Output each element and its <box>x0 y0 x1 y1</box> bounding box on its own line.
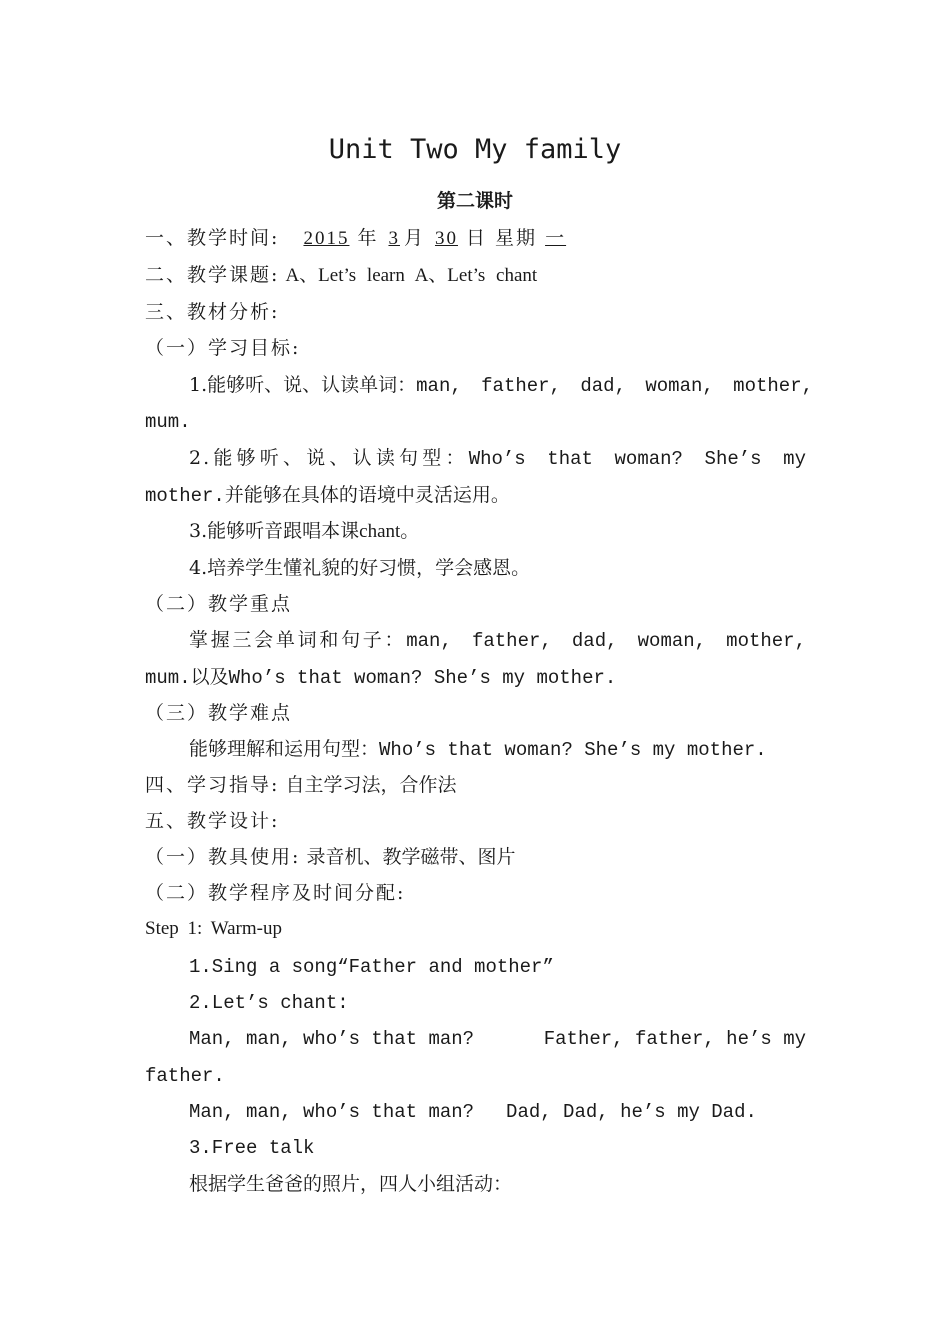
process-heading: （二）教学程序及时间分配: <box>145 882 406 904</box>
key-points-cont-en2: Who’s that woman? She’s my mother. <box>228 667 617 689</box>
design-heading: 五、教学设计: <box>145 810 280 832</box>
goal-1-words: man, father, dad, woman, mother, <box>416 375 813 397</box>
key-points-cont-en1: mum. <box>145 667 191 689</box>
month-unit: 月 <box>403 227 425 249</box>
goal-2 <box>189 445 806 472</box>
step-1-item-2: 2.Let’s chant: <box>189 992 349 1014</box>
chant-line-2 <box>189 1099 757 1125</box>
day-value: 30 <box>434 228 458 249</box>
topic-line <box>145 262 537 289</box>
tools-value: 录音机、教学磁带、图片 <box>306 846 516 868</box>
key-points-cont <box>145 664 616 691</box>
chant-line-2-b: Dad, Dad, he’s my Dad. <box>506 1101 757 1123</box>
step-1-item-3: 3.Free talk <box>189 1137 315 1159</box>
chant-line-1 <box>189 1026 806 1052</box>
goal-1-cont: mum. <box>145 411 191 433</box>
step-1-heading: Step 1: Warm-up <box>145 918 282 939</box>
chant-line-2-a: Man, man, who’s that man? <box>189 1101 475 1123</box>
goals-heading: （一）学习目标: <box>145 337 301 359</box>
step-1-item-1: 1.Sing a song“Father and mother” <box>189 956 554 978</box>
lesson-subtitle: 第二课时 <box>436 190 513 212</box>
key-points <box>189 627 806 654</box>
guide-label: 四、学习指导: <box>145 774 280 796</box>
topic-label: 二、教学课题: <box>145 264 280 286</box>
key-points-prefix: 掌握三会单词和句子： <box>189 629 407 651</box>
goal-3-word: chant <box>359 521 401 542</box>
key-points-words: man, father, dad, woman, mother, <box>406 630 806 652</box>
weekday-value: 一 <box>545 227 567 249</box>
teaching-time-line <box>145 225 574 252</box>
step-1-item-3-desc: 根据学生爸爸的照片，四人小组活动： <box>189 1173 513 1195</box>
goal-2-words: Who’s that woman? She’s my <box>468 448 806 470</box>
chant-line-1-cont: father. <box>145 1065 225 1087</box>
goal-2-prefix: 2.能够听、说、认读句型： <box>189 447 469 469</box>
goal-2-cont <box>145 482 510 509</box>
month-value: 3 <box>388 228 400 249</box>
goal-1 <box>189 372 813 399</box>
key-points-cont-cn: 以及 <box>190 666 229 688</box>
key-points-heading: （二）教学重点 <box>145 593 293 615</box>
goal-3-end: 。 <box>400 520 420 542</box>
analysis-heading: 三、教材分析: <box>145 301 280 323</box>
week-label: 星期 <box>495 227 538 249</box>
topic-value: A、Let’s learn A、Let’s chant <box>285 265 538 286</box>
goal-3 <box>189 518 419 545</box>
chant-line-1-a: Man, man, who’s that man? <box>189 1028 475 1050</box>
goal-3-prefix: 3.能够听音跟唱本课 <box>189 520 360 542</box>
difficulty-words: Who’s that woman? She’s my mother. <box>379 739 767 761</box>
teaching-time-label: 一、教学时间: <box>145 227 280 249</box>
year-value: 2015 <box>303 228 350 249</box>
year-unit: 年 <box>357 227 379 249</box>
chant-line-1-b: Father, father, he’s my <box>543 1028 806 1050</box>
goal-1-prefix: 1.能够听、说、认读单词： <box>189 374 417 396</box>
goal-4: 4.培养学生懂礼貌的好习惯，学会感恩。 <box>189 557 531 579</box>
day-unit: 日 <box>465 227 487 249</box>
tools-line <box>145 844 515 870</box>
goal-2-cont-en: mother. <box>145 485 225 507</box>
guide-value: 自主学习法，合作法 <box>285 774 457 796</box>
difficulty-heading: （三）教学难点 <box>145 702 293 724</box>
tools-label: （一）教具使用: <box>145 846 301 868</box>
goal-2-cont-cn: 并能够在具体的语境中灵活运用。 <box>224 484 510 506</box>
guide-line <box>145 772 456 798</box>
difficulty-points <box>189 736 767 763</box>
difficulty-prefix: 能够理解和运用句型： <box>189 738 380 760</box>
document-title: Unit Two My family <box>328 134 622 165</box>
